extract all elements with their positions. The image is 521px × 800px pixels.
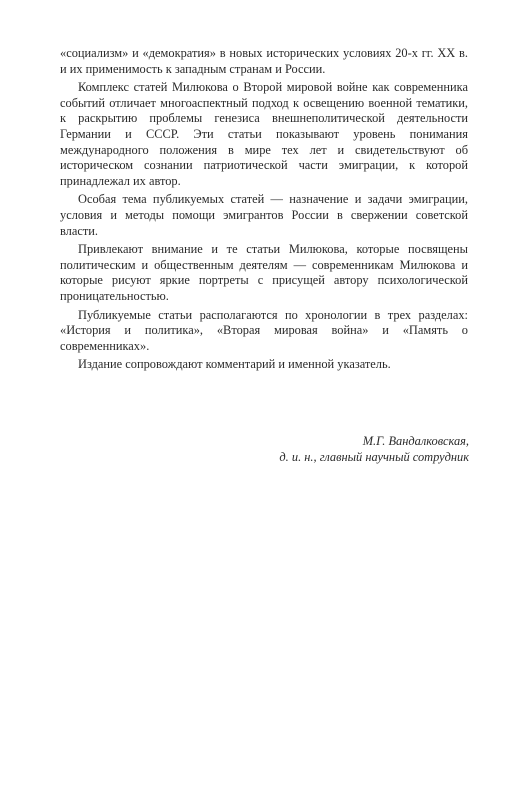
page-body [60, 46, 468, 373]
author-title: д. и. н., главный научный сотрудник [279, 450, 469, 464]
paragraph-5: Публикуемые статьи располагаются по хронологии в трех разделах: «История и политика», «Вторая мировая война» и «Память о современниках». [60, 307, 468, 353]
author-signature [279, 433, 469, 465]
paragraph-3: Особая тема публикуемых статей — назначение и задачи эмиграции, условия и методы помощи эмигрантов России в свержении советской власти. [60, 192, 468, 238]
paragraph-2: Комплекс статей Милюкова о Второй мировой войне как современника событий отличает многоаспектный подход к освещению военной тематики, к раскрытию проблемы генезиса внешнеполитической деятельности Германии и СССР. Эти статьи показывают уровень понимания международного положения в мире тех лет и свидетельствуют об историческом сознании патриотической части эмиграции, к которой принадлежал их автор. [60, 80, 468, 188]
paragraph-1: «социализм» и «демократия» в новых исторических условиях 20-х гг. XX в. и их применимость к западным странам и России. [60, 46, 468, 76]
paragraph-4: Привлекают внимание и те статьи Милюкова, которые посвящены политическим и общественным деятелям — современникам Милюкова и которые рисуют яркие портреты с присущей автору психологической проницательностью. [60, 242, 468, 303]
paragraph-6: Издание сопровождают комментарий и именной указатель. [78, 357, 391, 372]
author-name: М.Г. Вандалковская, [362, 434, 469, 448]
